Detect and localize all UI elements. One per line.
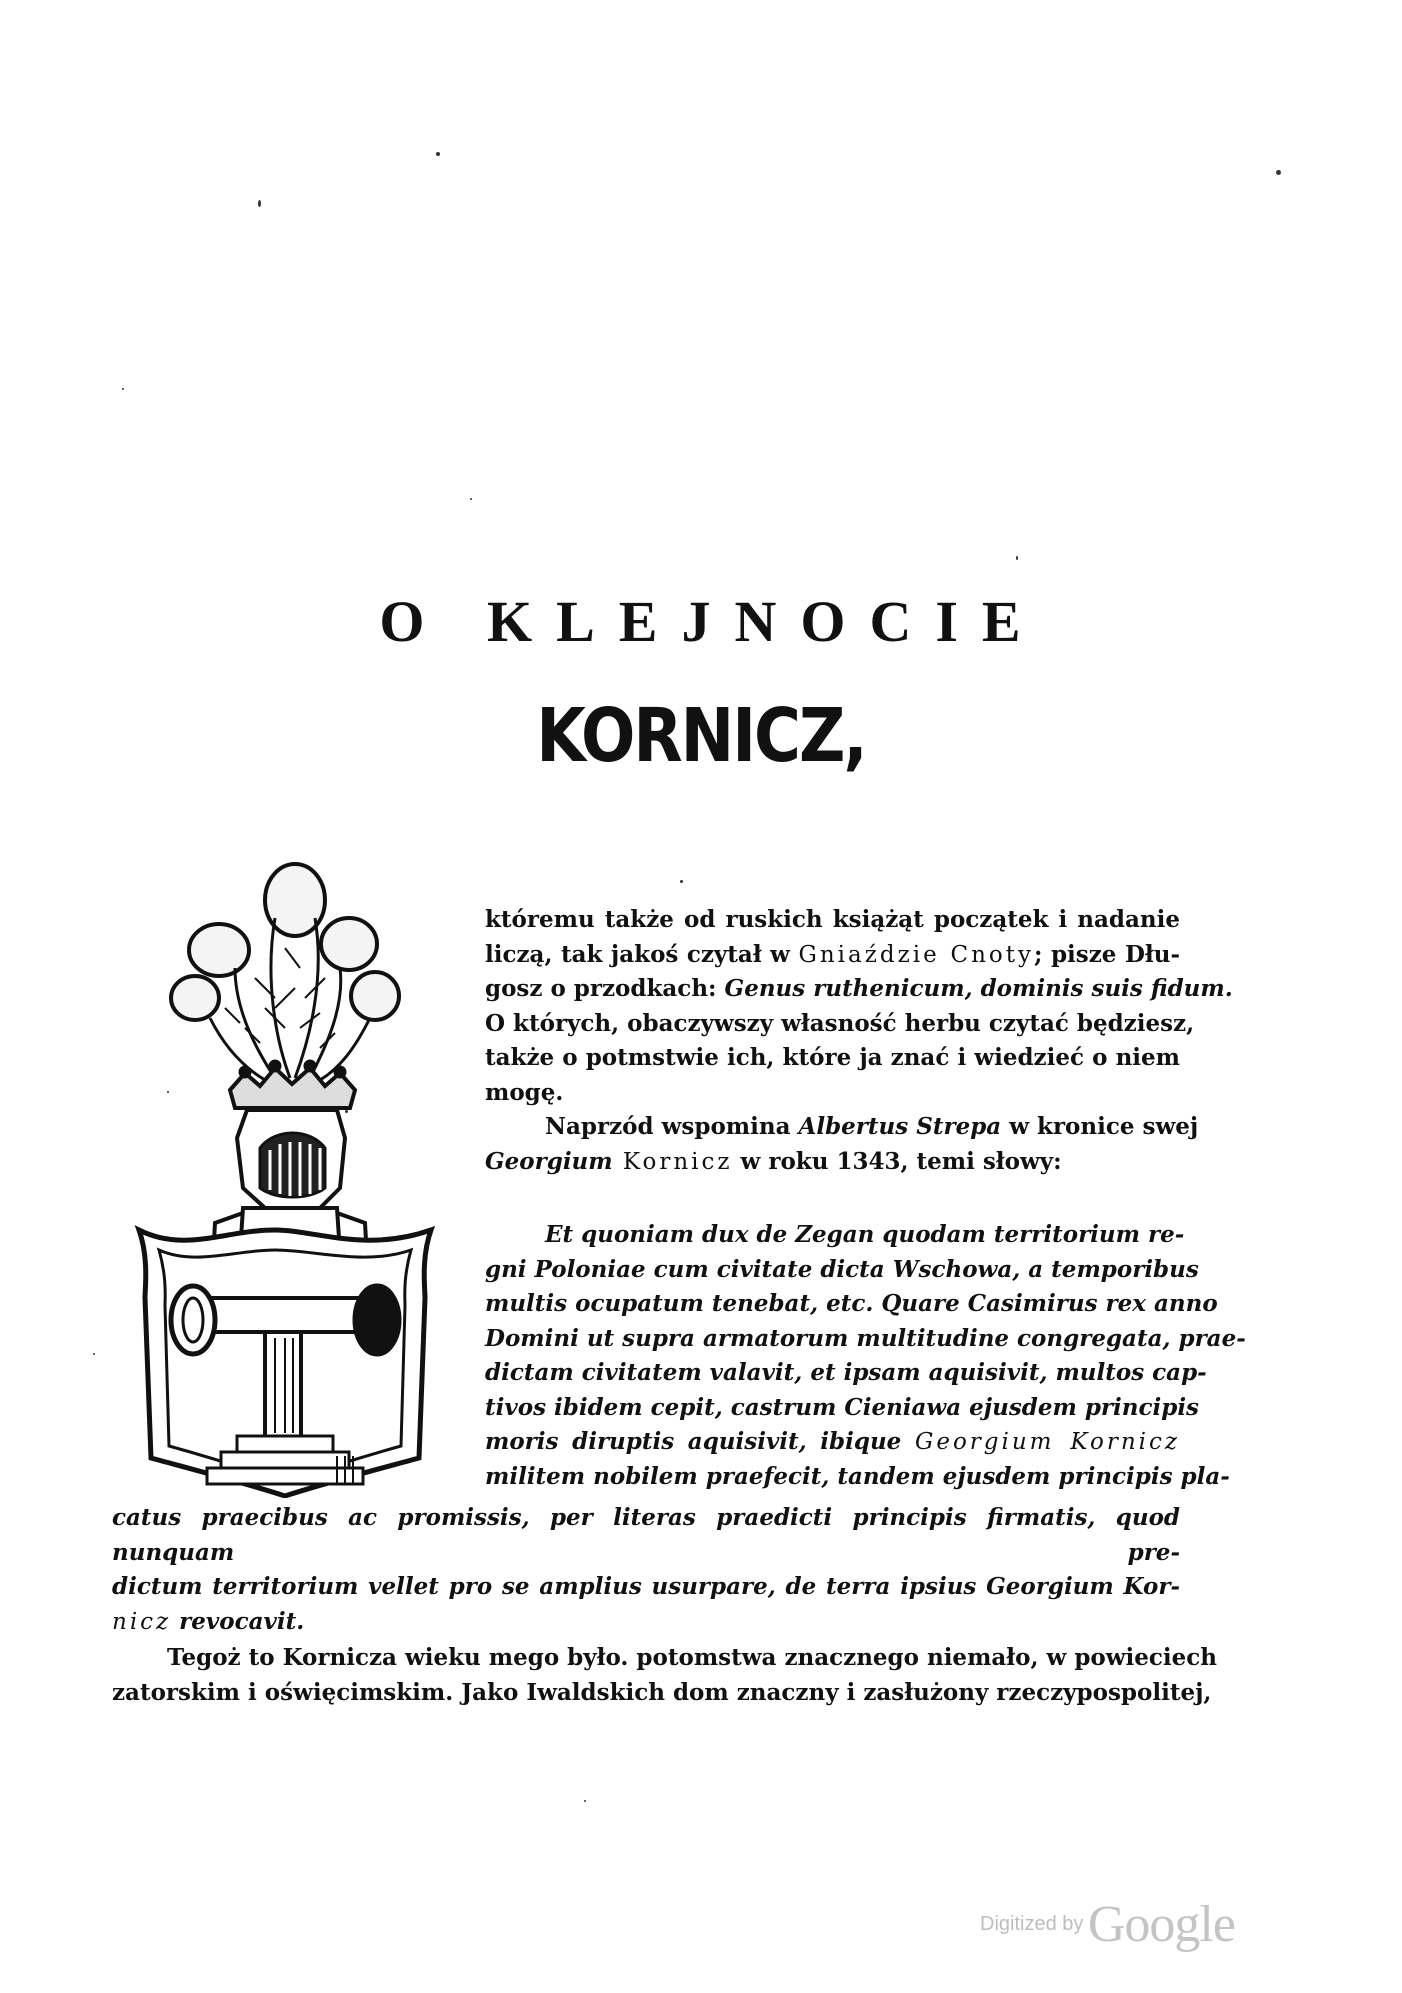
text-line: liczą, tak jakoś czytał w Gniaździe Cnoty; pisze Dłu-: [485, 940, 1181, 968]
chapter-title: O KLEJNOCIE: [379, 589, 1045, 654]
quote-line: dictum territorium vellet pro se amplius usurpare, de terra ipsius Georgium Kor-: [112, 1573, 1180, 1600]
print-speck: [1276, 170, 1281, 175]
text-line: Naprzód wspomina Albertus Strepa w kronice swej: [545, 1113, 1199, 1140]
name-spaced: Kornicz: [612, 1148, 733, 1175]
quote-line: militem nobilem praefecit, tandem ejusdem principis pla-: [485, 1462, 1230, 1490]
coat-of-arms-illustration: [125, 858, 445, 1498]
text-line: Georgium Kornicz w roku 1343, temi słowy:: [485, 1147, 1062, 1175]
author-name: Albertus Strepa: [798, 1113, 1002, 1140]
quote-line: Et quoniam dux de Zegan quodam territorium re-: [545, 1221, 1185, 1248]
text-line: któremu także od ruskich książąt początek i nadanie: [485, 906, 1180, 933]
quote-line: moris diruptis aquisivit, ibique Georgium Kornicz: [485, 1428, 1180, 1455]
print-speck: [680, 880, 683, 883]
print-speck: [1016, 556, 1018, 560]
quote-line: dictam civitatem valavit, et ipsam aquisivit, multos cap-: [485, 1359, 1207, 1386]
paragraph-intro: [485, 903, 1233, 1179]
text-line: O których, obaczywszy własność herbu czytać będziesz,: [485, 1009, 1195, 1037]
print-speck: [584, 1800, 586, 1802]
text-line: także o potmstwie ich, które ja znać i wiedzieć o niem: [485, 1044, 1180, 1071]
latin-phrase: Genus ruthenicum, dominis suis fidum.: [724, 975, 1233, 1002]
quote-line: Domini ut supra armatorum multitudine congregata, prae-: [485, 1324, 1246, 1352]
ostrich-feathers-icon: [171, 864, 399, 1080]
latin-quotation-continued: [112, 1501, 1180, 1639]
chapter-subtitle: KORNICZ,: [536, 694, 866, 780]
quote-line: nicz revocavit.: [112, 1607, 305, 1635]
print-speck: [258, 200, 261, 207]
text-line: mogę.: [485, 1078, 564, 1106]
book-title: Gniaździe Cnoty: [798, 941, 1034, 968]
text-line: Tegoż to Kornicza wieku mego było. potomstwa znacznego niemało, w powieciech: [167, 1644, 1218, 1671]
print-speck: [436, 152, 440, 156]
quote-line: gni Poloniae cum civitate dicta Wschowa, a temporibus: [485, 1255, 1199, 1283]
digitized-by-google-watermark: Digitized by Google: [980, 1896, 1235, 1953]
quote-line: tivos ibidem cepit, castrum Cieniawa ejusdem principis: [485, 1393, 1199, 1421]
print-speck: [470, 498, 472, 500]
crown-icon: [230, 1061, 355, 1108]
paragraph-closing: [112, 1641, 1218, 1710]
print-speck: [93, 1353, 95, 1355]
print-speck: [122, 388, 124, 390]
google-logo: Google: [1087, 1896, 1235, 1953]
latin-quotation: [485, 1218, 1246, 1494]
quote-line: catus praecibus ac promissis, per literas praedicti principis firmatis, quod nunquam pre-: [112, 1504, 1180, 1566]
text-line: zatorskim i oświęcimskim. Jako Iwaldskich dom znaczny i zasłużony rzeczypospolitej,: [112, 1678, 1212, 1706]
quote-line: multis ocupatum tenebat, etc. Quare Casimirus rex anno: [485, 1290, 1218, 1317]
text-line: gosz o przodkach: Genus ruthenicum, dominis suis fidum.: [485, 975, 1233, 1002]
